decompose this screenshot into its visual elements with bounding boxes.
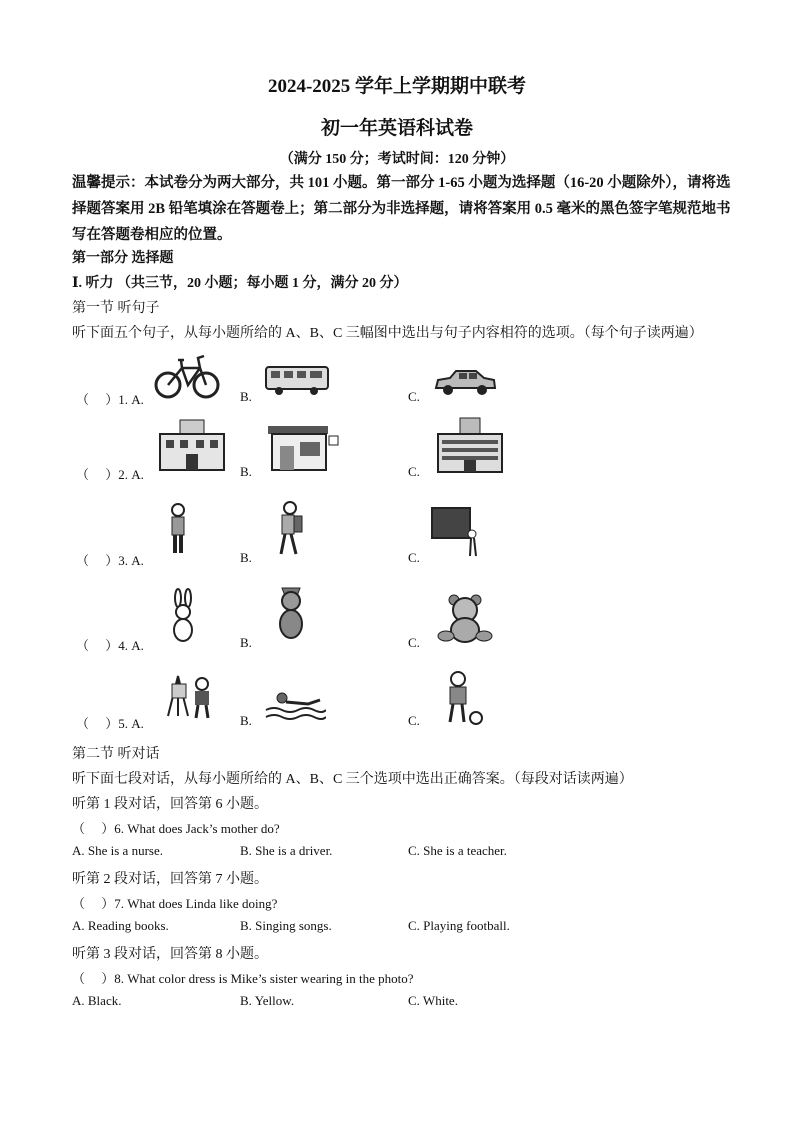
q8-option-b: B. Yellow.: [240, 993, 295, 1008]
sec1-instruction: 听下面五个句子，从每小题所给的 A、B、C 三幅图中选出与句子内容相符的选项。（每个句子读两遍）: [72, 326, 703, 341]
q4-c-label: C.: [408, 635, 420, 650]
q6-option-b: B. She is a driver.: [240, 843, 333, 858]
q4-b-label: B.: [240, 635, 252, 650]
q7-question: （ ）7. What does Linda like doing?: [72, 896, 278, 911]
q6-question: （ ）6. What does Jack’s mother do?: [72, 821, 280, 836]
q2-b-label: B.: [240, 464, 252, 479]
car-picture: [432, 368, 498, 396]
q5-b-label: B.: [240, 713, 252, 728]
building-picture: [156, 418, 228, 472]
q5-c-label: C.: [408, 713, 420, 728]
q8-option-c: C. White.: [408, 993, 458, 1008]
swimming-picture: [264, 690, 326, 722]
q6-option-a: A. She is a nurse.: [72, 843, 163, 858]
sec1-title: 第一节 听句子: [72, 301, 160, 316]
score-time-info: （满分 150 分；考试时间：120 分钟）: [279, 152, 515, 167]
dialog3-intro: 听第 3 段对话，回答第 8 小题。: [72, 947, 268, 962]
q8-question: （ ）8. What color dress is Mike’s sister wearing in the photo?: [72, 971, 414, 986]
q3-c-label: C.: [408, 550, 420, 565]
q1-c-label: C.: [408, 389, 420, 404]
cat-toy-picture: [274, 584, 308, 642]
listening-heading: Ⅰ. 听力 （共三节，20 小题；每小题 1 分，满分 20 分）: [72, 276, 408, 291]
sec2-instruction: 听下面七段对话，从每小题所给的 A、B、C 三个选项中选出正确答案。（每段对话读两遍）: [72, 772, 633, 787]
dialog2-intro: 听第 2 段对话，回答第 7 小题。: [72, 872, 268, 887]
q7-option-c: C. Playing football.: [408, 918, 510, 933]
q8-option-a: A. Black.: [72, 993, 122, 1008]
q1-b-label: B.: [240, 389, 252, 404]
part1-title: 第一部分 选择题: [72, 251, 174, 266]
exam-title: 2024-2025 学年上学期期中联考: [267, 76, 527, 97]
sec2-title: 第二节 听对话: [72, 747, 160, 762]
q7-option-a: A. Reading books.: [72, 918, 169, 933]
bicycle-picture: [154, 352, 220, 400]
q6-option-c: C. She is a teacher.: [408, 843, 507, 858]
blackboard-picture: [430, 506, 480, 560]
student-backpack-picture: [276, 500, 306, 558]
q4-label: （ ）4. A.: [76, 638, 144, 653]
q7-option-b: B. Singing songs.: [240, 918, 332, 933]
q2-label: （ ）2. A.: [76, 467, 144, 482]
teddy-bear-picture: [436, 594, 494, 644]
football-player-picture: [440, 670, 484, 726]
q1-label: （ ）1. A.: [76, 392, 144, 407]
q3-b-label: B.: [240, 550, 252, 565]
shop-picture: [266, 422, 340, 472]
rabbit-toy-picture: [168, 588, 198, 644]
bus-picture: [264, 364, 330, 396]
dialog1-intro: 听第 1 段对话，回答第 6 小题。: [72, 797, 268, 812]
notice-text: 温馨提示：本试卷分为两大部分，共 101 小题。第一部分 1-65 小题为选择题（16-20 小题除外），请将选择题答案用 2B 铅笔填涂在答题卷上；第二部分为非选择题，请将答案用 0.5 毫米的黑色签字笔规范地书写在答题卷相应的位置。: [72, 175, 731, 243]
school-picture: [434, 416, 506, 474]
q3-label: （ ）3. A.: [76, 553, 144, 568]
exam-subtitle: 初一年英语科试卷: [320, 118, 473, 139]
q2-c-label: C.: [408, 464, 420, 479]
boy-standing-picture: [166, 502, 190, 558]
q5-label: （ ）5. A.: [76, 716, 144, 731]
painting-picture: [164, 672, 216, 720]
